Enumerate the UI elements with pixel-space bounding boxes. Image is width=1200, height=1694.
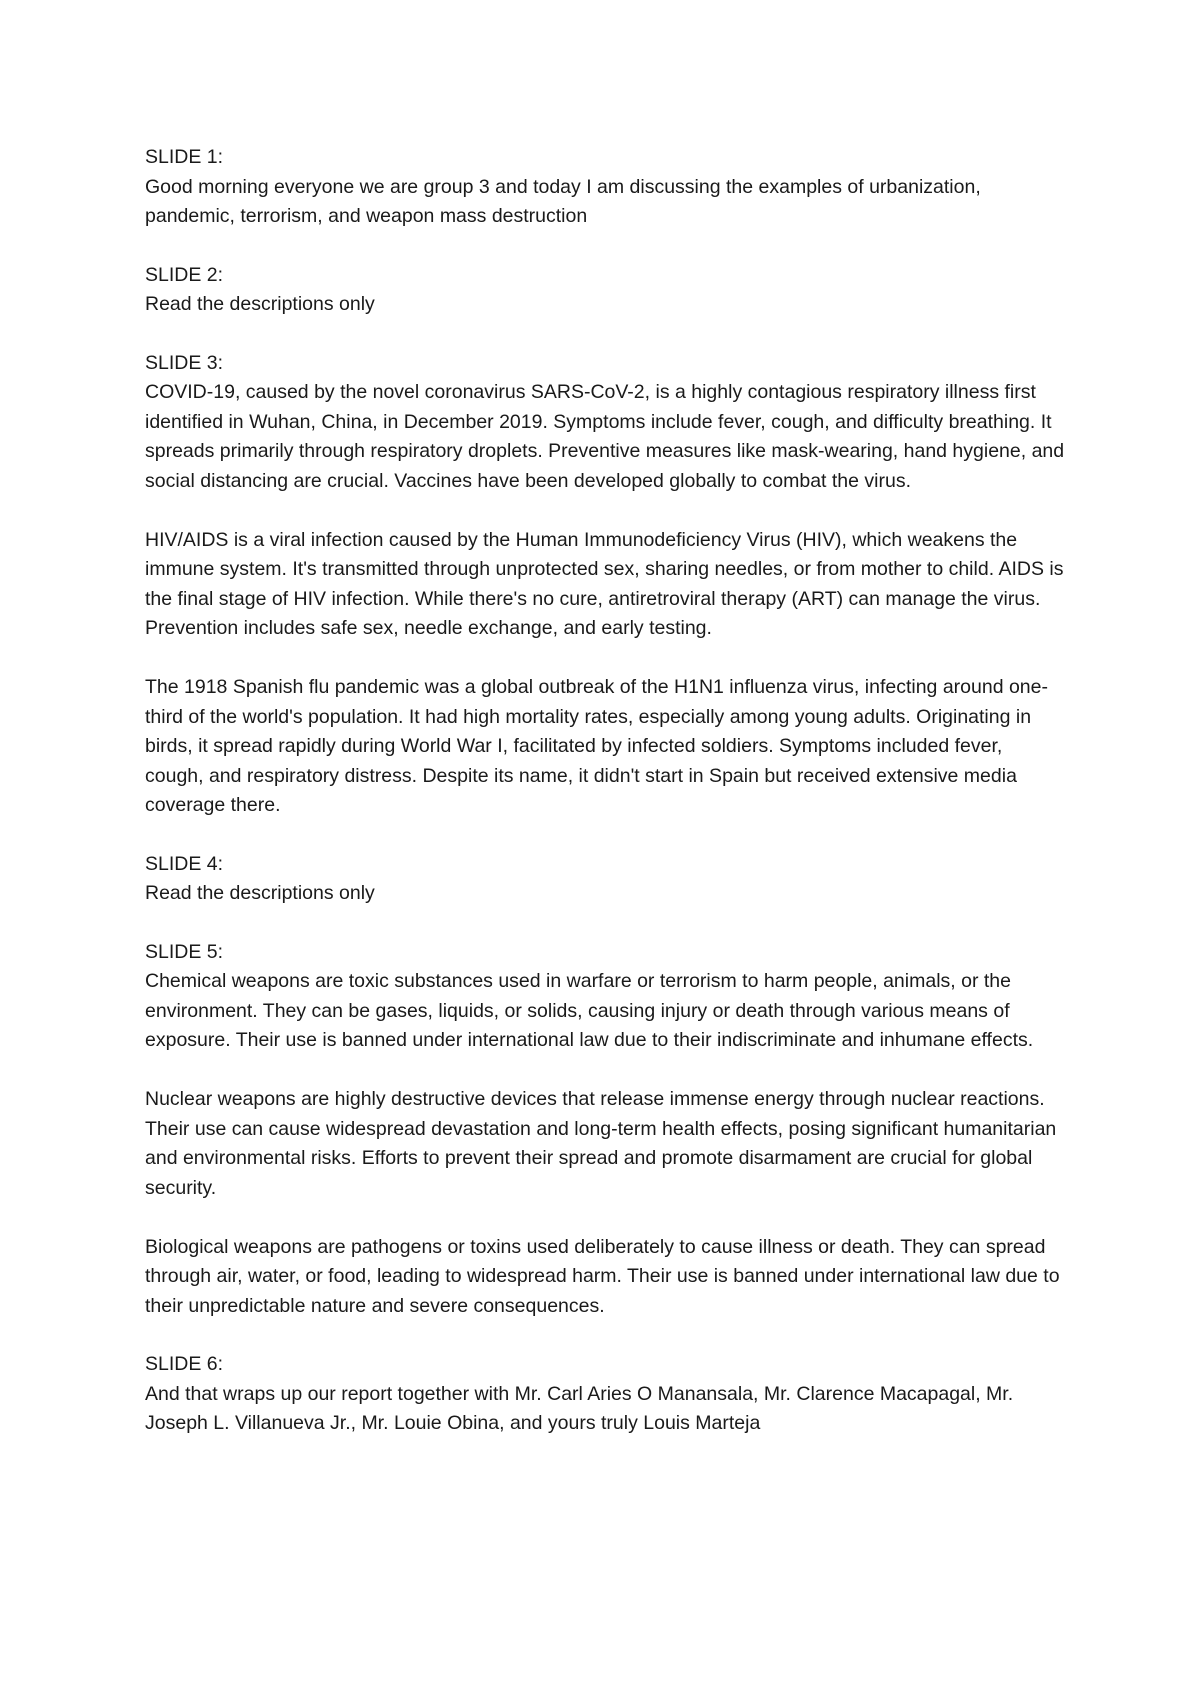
document-page xyxy=(145,143,1065,1468)
slide-1-paragraph-1: Good morning everyone we are group 3 and today I am discussing the examples of urbanization, pandemic, terrorism, and weapon mass destruction xyxy=(145,175,981,227)
slide-2-section xyxy=(145,261,1065,320)
slide-4-heading: SLIDE 4: xyxy=(145,852,224,875)
slide-1-heading: SLIDE 1: xyxy=(145,146,224,168)
slide-6-heading: SLIDE 6: xyxy=(145,1353,224,1375)
slide-2-paragraph-1: Read the descriptions only xyxy=(145,293,375,315)
slide-2-heading: SLIDE 2: xyxy=(145,263,224,286)
slide-3-paragraph-covid: COVID-19, caused by the novel coronavirus SARS-CoV-2, is a highly contagious respiratory illness first identified in Wuhan, China, in December 2019. Symptoms include fever, cough, and difficulty breathing. It spreads primarily through respiratory droplets. Preventive measures like mask-wearing, hand hygiene, and social distancing are crucial. Vaccines have been developed globally to combat the virus. xyxy=(145,381,1065,492)
slide-3-section xyxy=(145,349,1065,821)
slide-3-paragraph-hiv: HIV/AIDS is a viral infection caused by the Human Immunodeficiency Virus (HIV), which weakens the immune system. It's transmitted through unprotected sex, sharing needles, or from mother to child. AIDS is the final stage of HIV infection. While there's no cure, antiretroviral therapy (ART) can manage the virus. Prevention includes safe sex, needle exchange, and early testing. xyxy=(145,528,1064,639)
slide-4-paragraph-1: Read the descriptions only xyxy=(145,882,375,904)
slide-3-paragraph-spanish-flu: The 1918 Spanish flu pandemic was a global outbreak of the H1N1 influenza virus, infecting around one-third of the world's population. It had high mortality rates, especially among young adults. Originating in birds, it spread rapidly during World War I, facilitated by infected soldiers. Symptoms included fever, cough, and respiratory distress. Despite its name, it didn't start in Spain but received extensive media coverage there. xyxy=(145,676,1048,816)
slide-6-paragraph-1: And that wraps up our report together with Mr. Carl Aries O Manansala, Mr. Clarence Macapagal, Mr. Joseph L. Villanueva Jr., Mr. Louie Obina, and yours truly Louis Marteja xyxy=(145,1382,1014,1434)
slide-3-heading: SLIDE 3: xyxy=(145,351,224,374)
slide-5-section xyxy=(145,938,1065,1322)
slide-1-section xyxy=(145,143,1065,232)
slide-5-heading: SLIDE 5: xyxy=(145,940,224,963)
slide-4-section xyxy=(145,850,1065,909)
slide-6-section xyxy=(145,1350,1065,1439)
slide-5-paragraph-chemical: Chemical weapons are toxic substances used in warfare or terrorism to harm people, animals, or the environment. They can be gases, liquids, or solids, causing injury or death through various means of exposure. Their use is banned under international law due to their indiscriminate and inhumane effects. xyxy=(145,970,1034,1051)
slide-5-paragraph-nuclear: Nuclear weapons are highly destructive devices that release immense energy through nuclear reactions. Their use can cause widespread devastation and long-term health effects, posing significant humanitarian and environmental risks. Efforts to prevent their spread and promote disarmament are crucial for global security. xyxy=(145,1088,1057,1199)
slide-5-paragraph-biological: Biological weapons are pathogens or toxins used deliberately to cause illness or death. They can spread through air, water, or food, leading to widespread harm. Their use is banned under international law due to their unpredictable nature and severe consequences. xyxy=(145,1235,1060,1317)
